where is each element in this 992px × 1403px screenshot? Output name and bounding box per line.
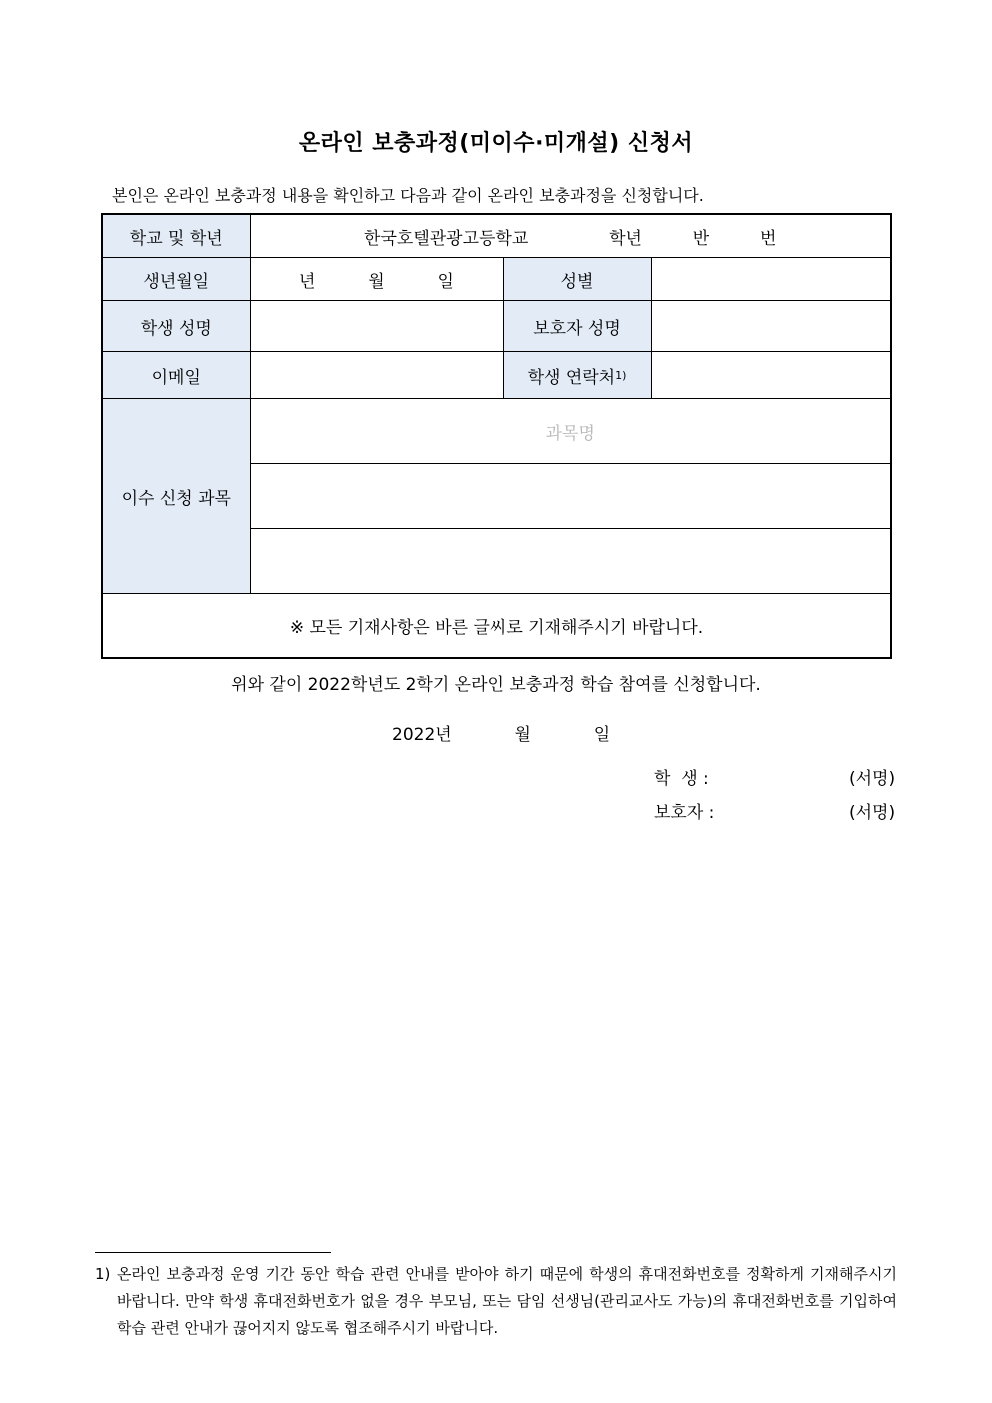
document-title: 온라인 보충과정(미이수·미개설) 신청서 <box>298 131 694 156</box>
student-name-field[interactable] <box>250 301 503 352</box>
school-label: 학교 및 학년 <box>102 214 250 258</box>
guardian-name-field[interactable] <box>651 301 891 352</box>
guardian-sign-field[interactable]: (서명) <box>849 803 896 823</box>
contact-row <box>102 352 891 399</box>
school-row <box>102 214 891 258</box>
name-row <box>102 301 891 352</box>
statement-text: 위와 같이 2022학년도 2학기 온라인 보충과정 학습 참여를 신청합니다. <box>231 675 761 695</box>
student-contact-label-cell <box>503 352 651 399</box>
class-word: 반 <box>692 228 710 249</box>
subject-field-3[interactable] <box>250 529 891 594</box>
notice-row <box>102 594 891 659</box>
student-name-label: 학생 성명 <box>102 301 250 352</box>
guardian-sign-label: 보호자 : <box>654 803 715 823</box>
email-label: 이메일 <box>102 352 250 399</box>
intro-text: 본인은 온라인 보충과정 내용을 확인하고 다음과 같이 온라인 보충과정을 신청합니다. <box>112 186 704 205</box>
footnote-text: 온라인 보충과정 운영 기간 동안 학습 관련 안내를 받아야 하기 때문에 학생의 휴대전화번호를 정확하게 기재해주시기 바랍니다. 만약 학생 휴대전화번호가 없을 경우 부모님, 또는 담임 선생님(관리교사도 가능)의 휴대전화번호를 기입하여 학습 관련 안내가 끊어지지 않도록 협조해주시기 바랍니다. <box>117 1265 897 1337</box>
gender-field[interactable] <box>651 258 891 301</box>
school-name: 한국호텔관광고등학교 <box>364 228 529 249</box>
month-word: 월 <box>368 271 385 292</box>
day-word: 일 <box>437 271 454 292</box>
date-year: 2022년 <box>392 725 452 745</box>
birth-row <box>102 258 891 301</box>
grade-word: 학년 <box>609 228 642 249</box>
guardian-name-label: 보호자 성명 <box>503 301 651 352</box>
subject-row-1 <box>102 399 891 464</box>
footnote-number: 1) <box>95 1265 111 1283</box>
footnote <box>95 1261 897 1342</box>
student-contact-field[interactable] <box>651 352 891 399</box>
date-month: 월 <box>514 725 531 745</box>
subject-field-2[interactable] <box>250 464 891 529</box>
school-field[interactable] <box>250 214 891 258</box>
student-contact-label: 학생 연락처 <box>527 367 616 388</box>
subject-field-1[interactable]: 과목명 <box>250 399 891 464</box>
footnote-marker: 1) <box>615 368 627 382</box>
birth-field[interactable] <box>250 258 503 301</box>
application-form-table <box>101 213 892 659</box>
notice-text: ※ 모든 기재사항은 바른 글씨로 기재해주시기 바랍니다. <box>102 594 891 659</box>
email-field[interactable] <box>250 352 503 399</box>
birth-label: 생년월일 <box>102 258 250 301</box>
number-word: 번 <box>760 228 777 249</box>
student-sign-field[interactable]: (서명) <box>849 769 896 789</box>
application-date <box>392 720 610 745</box>
footnote-divider <box>95 1252 331 1253</box>
date-day: 일 <box>593 725 611 745</box>
gender-label: 성별 <box>503 258 651 301</box>
subjects-label: 이수 신청 과목 <box>102 399 250 594</box>
student-sign-label: 학 생 : <box>654 769 709 789</box>
year-word: 년 <box>299 271 316 292</box>
